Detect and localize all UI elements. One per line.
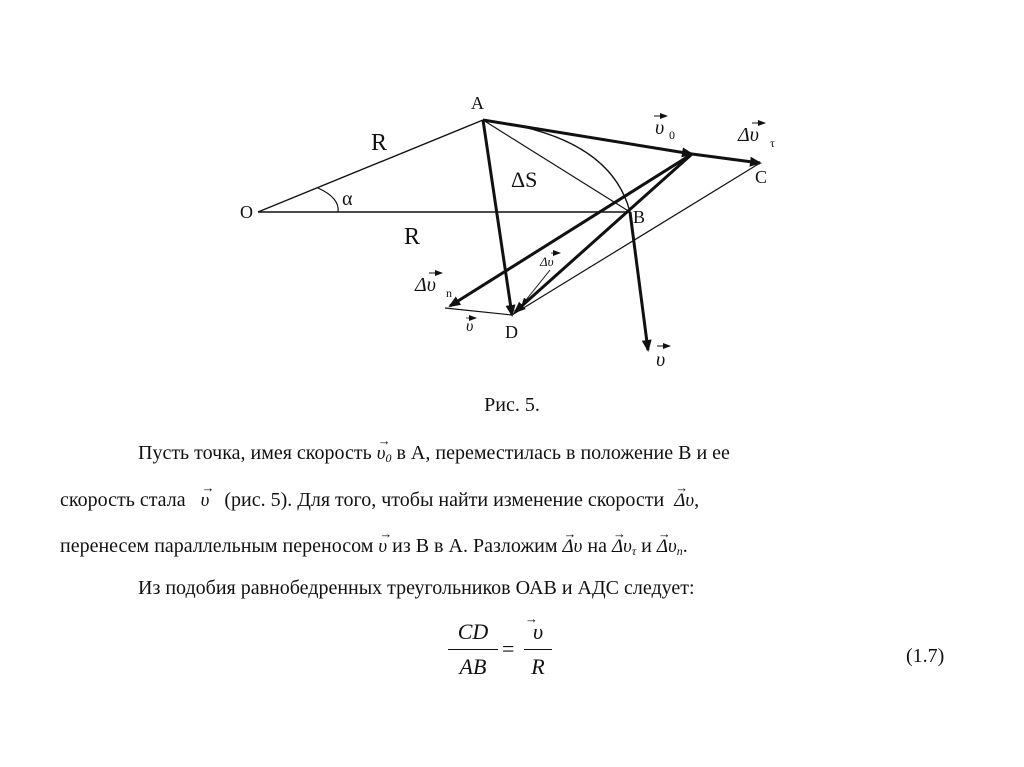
svg-text:υ: υ	[655, 117, 665, 139]
svg-text:υ: υ	[656, 349, 666, 371]
denominator-R: R	[531, 654, 545, 679]
equation-number: (1.7)	[906, 645, 945, 667]
symbol-v0: → $\upsilon_0$	[377, 442, 392, 470]
paragraph-line-2: скорость стала → υ (рис. 5). Для того, чтобы найти изменение скорости → Δυ,	[60, 488, 699, 513]
svg-text:n: n	[446, 286, 452, 300]
point-A-label: A	[471, 93, 484, 113]
symbol-v: → υ	[201, 489, 210, 513]
vector-AD	[483, 120, 512, 315]
numerator-v: → υ	[524, 618, 552, 646]
svg-text:Δυ: Δυ	[738, 124, 759, 146]
figure-caption: Рис. 5.	[484, 394, 540, 416]
label-v-small	[466, 318, 476, 335]
vector-dv-n	[450, 154, 692, 306]
paragraph-line-1: Пусть точка, имея скорость → $\upsilon_0$ в А, переместилась в положение В и ее	[138, 441, 730, 470]
equals-sign: =	[502, 636, 515, 661]
symbol-dv-tau: → $\Delta\upsilon_\tau$	[612, 535, 636, 563]
svg-text:τ: τ	[770, 136, 775, 150]
label-R-top: R	[371, 130, 388, 156]
svg-text:0: 0	[669, 128, 675, 142]
point-O-label: O	[240, 202, 253, 222]
alpha-arc	[318, 188, 338, 212]
label-dv-tau	[737, 123, 775, 150]
line-C-D	[512, 163, 760, 315]
label-alpha: α	[342, 188, 353, 210]
symbol-dv-n: → $\Delta\upsilon_n$	[657, 535, 683, 563]
vector-dv-tau	[692, 154, 760, 163]
line-AB-chord	[483, 120, 630, 212]
denominator-AB: AB	[459, 654, 487, 679]
label-v0	[654, 116, 675, 142]
fraction-right	[524, 618, 552, 681]
label-delta-s: ΔS	[511, 167, 538, 192]
vector-dv	[515, 154, 692, 312]
numerator-CD: CD	[457, 619, 489, 644]
line-small-v	[445, 308, 512, 315]
svg-text:υ: υ	[466, 318, 474, 335]
fraction-left	[448, 618, 498, 681]
point-D-label: D	[505, 322, 518, 342]
point-B-label: B	[633, 207, 646, 227]
paragraph-line-4: Из подобия равнобедренных треугольников ОАВ и АДС следует:	[138, 577, 695, 599]
svg-text:Δυ: Δυ	[415, 274, 436, 296]
label-R-bottom: R	[404, 224, 421, 250]
paragraph-line-3: перенесем параллельным переносом → υ из В в А. Разложим → Δυ на → $\Delta\upsilon_\tau$ $и \to \Delta\upsilon_n$.	[60, 534, 688, 563]
symbol-dv: → Δυ	[674, 489, 694, 513]
svg-text:Δυ: Δυ	[540, 254, 554, 269]
symbol-dv-small: → Δυ	[563, 535, 583, 559]
label-dv-n	[414, 273, 452, 300]
label-dv-small	[539, 253, 560, 269]
label-v-bottom	[656, 346, 670, 371]
symbol-v-small: → υ	[378, 535, 387, 559]
point-C-label: C	[755, 167, 768, 187]
